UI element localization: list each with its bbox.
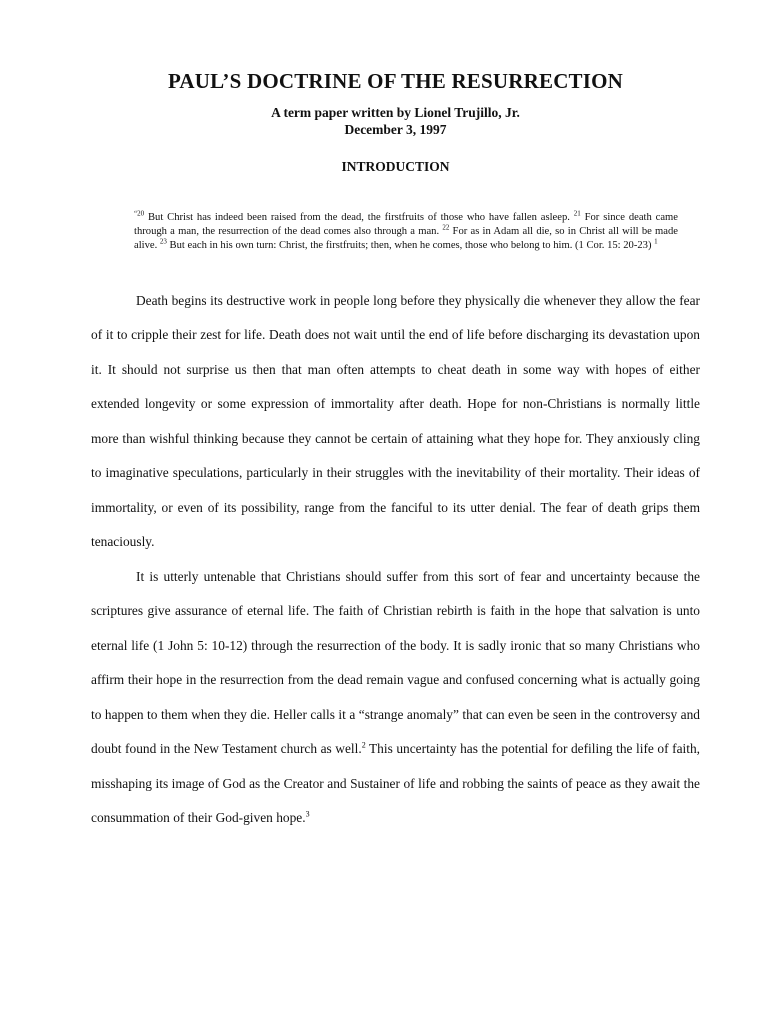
- open-quote: “: [134, 209, 138, 218]
- paragraph-1: Death begins its destructive work in people long before they physically die whenever they allow the fear of it to cripple their zest for life. Death does not wait until the end of life before discharging its devastation upon it. It should not surprise us then that man often attempts to cheat death in some way with hopes of either extended longevity or some expression of immortality after death. Hope for non-Christians is normally little more than wishful thinking because they cannot be certain of attaining what they hope for. They anxiously cling to imaginative speculations, particularly in their struggles with the inevitability of their mortality. Their ideas of immortality, or even of its possibility, range from the fanciful to its utter denial. The fear of death grips them tenaciously.: [91, 292, 700, 550]
- paragraph-2-text-b: This uncertainty has the potential for defiling the life of faith, misshaping its image of God as the Creator and Sustainer of life and robbing the saints of peace as they await the consummation of their God-given hope.: [91, 741, 700, 826]
- paper-byline: [91, 104, 700, 138]
- verse-number-23: 23: [159, 237, 167, 246]
- section-heading: INTRODUCTION: [341, 159, 450, 174]
- footnote-ref-2: 2: [361, 740, 366, 750]
- author-line: A term paper written by Lionel Trujillo, Jr.: [271, 105, 520, 120]
- verse-23-text: But each in his own turn: Christ, the firstfruits; then, when he comes, those who belong to him. (1 Cor. 15: 20-23): [166, 240, 655, 252]
- verse-21-text: For since death came through a man, the resurrection of the dead comes also through a man.: [134, 212, 678, 238]
- paragraph-2-text-a: It is utterly untenable that Christians should suffer from this sort of fear and uncertainty because the scriptures give assurance of eternal life. The faith of Christian rebirth is faith in the hope that salvation is unto eternal life (1 John 5: 10-12) through the resurrection of the body. It is sadly ironic that so many Christians who affirm their hope in the resurrection from the dead remain vague and confused concerning what is actually going to happen to them when they die. Heller calls it a “strange anomaly” that can even be seen in the controversy and doubt found in the New Testament church as well.: [91, 568, 700, 757]
- paper-title: PAUL’S DOCTRINE OF THE RESURRECTION: [167, 69, 624, 93]
- date-line: December 3, 1997: [344, 122, 447, 137]
- body-text: [91, 284, 700, 836]
- footnote-ref-3: 3: [305, 809, 310, 819]
- scripture-epigraph: [134, 211, 678, 254]
- footnote-ref-1: 1: [654, 237, 658, 246]
- verse-22-text: For as in Adam all die, so in Christ all will be made alive.: [134, 226, 678, 252]
- paragraph-2: [91, 560, 700, 836]
- verse-number-21: 21: [573, 209, 581, 218]
- verse-number-22: 22: [442, 223, 450, 232]
- verse-number-20: 20: [137, 209, 145, 218]
- verse-20-text: But Christ has indeed been raised from the dead, the firstfruits of those who have fallen asleep.: [144, 212, 574, 223]
